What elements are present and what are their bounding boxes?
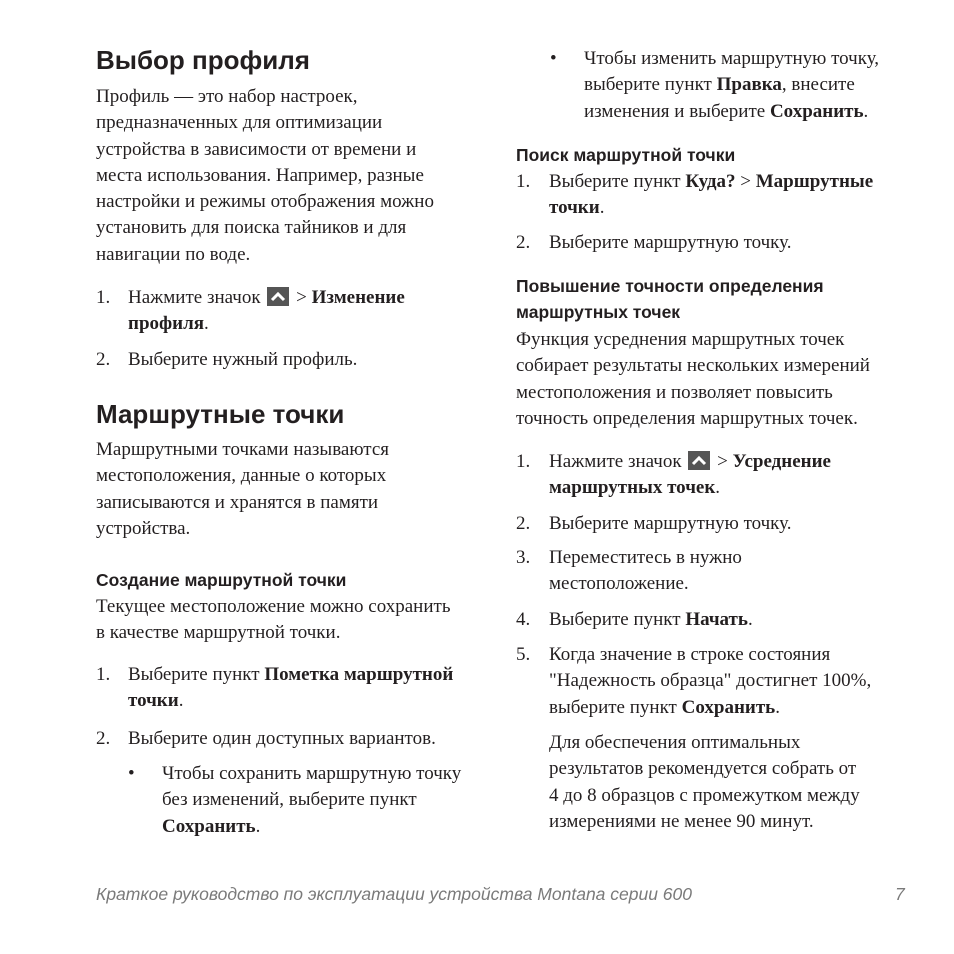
step-text: Выберите маршрутную точку. bbox=[549, 232, 792, 253]
profile-step-2 bbox=[96, 347, 357, 373]
step-text: Выберите нужный профиль. bbox=[128, 349, 358, 370]
step-text: Нажмите значок bbox=[549, 451, 682, 472]
menu-item-name: Пометка маршрутной bbox=[264, 664, 454, 685]
text-line: устройства в зависимости от времени и bbox=[96, 138, 417, 160]
step-text: Выберите пункт bbox=[549, 609, 681, 630]
text-line: Маршрутными точками называются bbox=[96, 439, 389, 460]
create-bullet-2 bbox=[550, 46, 879, 125]
averaging-step-2 bbox=[516, 511, 792, 537]
menu-item-name: Начать bbox=[685, 609, 748, 630]
up-chevron-icon bbox=[267, 287, 289, 306]
menu-item-name: маршрутных точек bbox=[549, 477, 716, 499]
punct: . bbox=[863, 100, 869, 122]
punct: . bbox=[178, 690, 184, 712]
text: , внесите bbox=[781, 74, 855, 96]
text-line: Профиль — это набор настроек, bbox=[96, 86, 358, 107]
menu-item-name: Усреднение bbox=[732, 451, 831, 472]
separator: > bbox=[740, 171, 751, 192]
text-line: настройки и режимы отображения можно bbox=[96, 191, 434, 213]
text-line: Чтобы сохранить маршрутную точку bbox=[162, 763, 462, 784]
averaging-intro bbox=[516, 327, 870, 432]
step-number: 1. bbox=[516, 451, 531, 472]
heading-create-waypoint: Создание маршрутной точки bbox=[96, 570, 347, 590]
create-bullet-1 bbox=[128, 761, 461, 840]
menu-item-name: Сохранить bbox=[681, 696, 776, 718]
text-line: места использования. Например, разные bbox=[96, 164, 424, 186]
punct: . bbox=[747, 609, 753, 630]
punct: . bbox=[599, 197, 605, 219]
step-text: выберите пункт bbox=[549, 696, 677, 718]
profile-intro bbox=[96, 84, 434, 268]
menu-item-name: Маршрутные bbox=[755, 171, 874, 192]
step-text: Выберите один доступных вариантов. bbox=[128, 728, 436, 749]
text-line: Чтобы изменить маршрутную точку, bbox=[584, 48, 880, 69]
step-text: Выберите пункт bbox=[549, 171, 681, 192]
text-line: измерениями не менее 90 минут. bbox=[549, 810, 814, 832]
step-text: Нажмите значок bbox=[128, 287, 261, 308]
text-line: результатов рекомендуется собрать от bbox=[549, 758, 857, 780]
text-line: Для обеспечения оптимальных bbox=[549, 732, 801, 753]
menu-item-name: Правка bbox=[716, 74, 782, 96]
averaging-step-1 bbox=[516, 449, 831, 502]
page-number: 7 bbox=[895, 884, 905, 904]
punct: . bbox=[775, 696, 780, 718]
footer-title: Краткое руководство по эксплуатации устройства Montana серии 600 bbox=[96, 884, 693, 904]
text: выберите пункт bbox=[584, 74, 712, 96]
create-intro bbox=[96, 594, 451, 647]
text-line: местоположения и позволяет повысить bbox=[516, 381, 833, 403]
up-chevron-icon bbox=[688, 451, 710, 470]
text-line: 4 до 8 образцов с промежутком между bbox=[549, 784, 860, 806]
menu-item-name: профиля bbox=[128, 313, 205, 335]
waypoints-intro bbox=[96, 437, 389, 542]
text-line: навигации по воде. bbox=[96, 243, 251, 265]
heading-averaging bbox=[516, 273, 824, 325]
menu-item-name: Сохранить bbox=[162, 815, 256, 837]
punct: . bbox=[255, 815, 261, 837]
step-number: 3. bbox=[516, 547, 531, 568]
step-number: 5. bbox=[516, 644, 531, 665]
step-number: 2. bbox=[516, 513, 531, 534]
averaging-step-3 bbox=[516, 545, 742, 598]
create-step-1 bbox=[96, 662, 453, 715]
menu-item-name: Сохранить bbox=[769, 100, 864, 122]
create-step-2 bbox=[96, 726, 436, 752]
step-number: 1. bbox=[516, 171, 531, 192]
text-line: записываются и хранятся в памяти bbox=[96, 491, 379, 513]
step-number: 1. bbox=[96, 287, 111, 308]
text-line: предназначенных для оптимизации bbox=[96, 112, 383, 134]
text-line: без изменений, выберите пункт bbox=[162, 789, 417, 811]
text: изменения и выберите bbox=[584, 100, 766, 122]
menu-item-name: Изменение bbox=[311, 287, 405, 308]
text-line: местоположения, данные о которых bbox=[96, 465, 387, 487]
text-line: устройства. bbox=[96, 517, 191, 539]
text-line: собирает результаты нескольких измерений bbox=[516, 355, 870, 377]
heading-line: маршрутных точек bbox=[516, 302, 681, 322]
step-text: "Надежность образца" достигнет 100%, bbox=[549, 670, 872, 692]
find-step-2 bbox=[516, 230, 792, 256]
text-line: Текущее местоположение можно сохранить bbox=[96, 596, 451, 617]
profile-step-1 bbox=[96, 285, 405, 338]
bullet-icon: • bbox=[128, 763, 135, 784]
find-step-1 bbox=[516, 169, 873, 222]
text-line: Функция усреднения маршрутных точек bbox=[516, 329, 845, 350]
heading-find-waypoint: Поиск маршрутной точки bbox=[516, 145, 736, 165]
step-number: 1. bbox=[96, 664, 111, 685]
bullet-icon: • bbox=[550, 48, 557, 69]
averaging-step-4 bbox=[516, 607, 753, 633]
step-text: Переместитесь в нужно bbox=[549, 547, 742, 568]
step-number: 2. bbox=[96, 349, 111, 370]
separator: > bbox=[296, 287, 307, 308]
menu-item-name: точки bbox=[549, 197, 600, 219]
text-line: установить для поиска тайников и для bbox=[96, 217, 407, 239]
heading-line: Повышение точности определения bbox=[516, 276, 824, 296]
step-number: 4. bbox=[516, 609, 531, 630]
separator: > bbox=[717, 451, 728, 472]
step-text: Когда значение в строке состояния bbox=[549, 644, 831, 665]
text-line: точность определения маршрутных точек. bbox=[516, 407, 858, 429]
averaging-step-5 bbox=[516, 642, 871, 721]
step-text: местоположение. bbox=[549, 573, 689, 595]
punct: . bbox=[204, 313, 209, 335]
punct: . bbox=[715, 477, 721, 499]
step-text: Выберите маршрутную точку. bbox=[549, 513, 792, 534]
step-number: 2. bbox=[516, 232, 531, 253]
text-line: в качестве маршрутной точки. bbox=[96, 622, 341, 644]
step-text: Выберите пункт bbox=[128, 664, 260, 685]
heading-profile-selection: Выбор профиля bbox=[96, 45, 310, 75]
menu-item-name: Куда? bbox=[685, 171, 736, 192]
menu-item-name: точки bbox=[128, 690, 179, 712]
step-number: 2. bbox=[96, 728, 111, 749]
heading-waypoints: Маршрутные точки bbox=[96, 399, 345, 429]
averaging-note bbox=[549, 730, 860, 835]
